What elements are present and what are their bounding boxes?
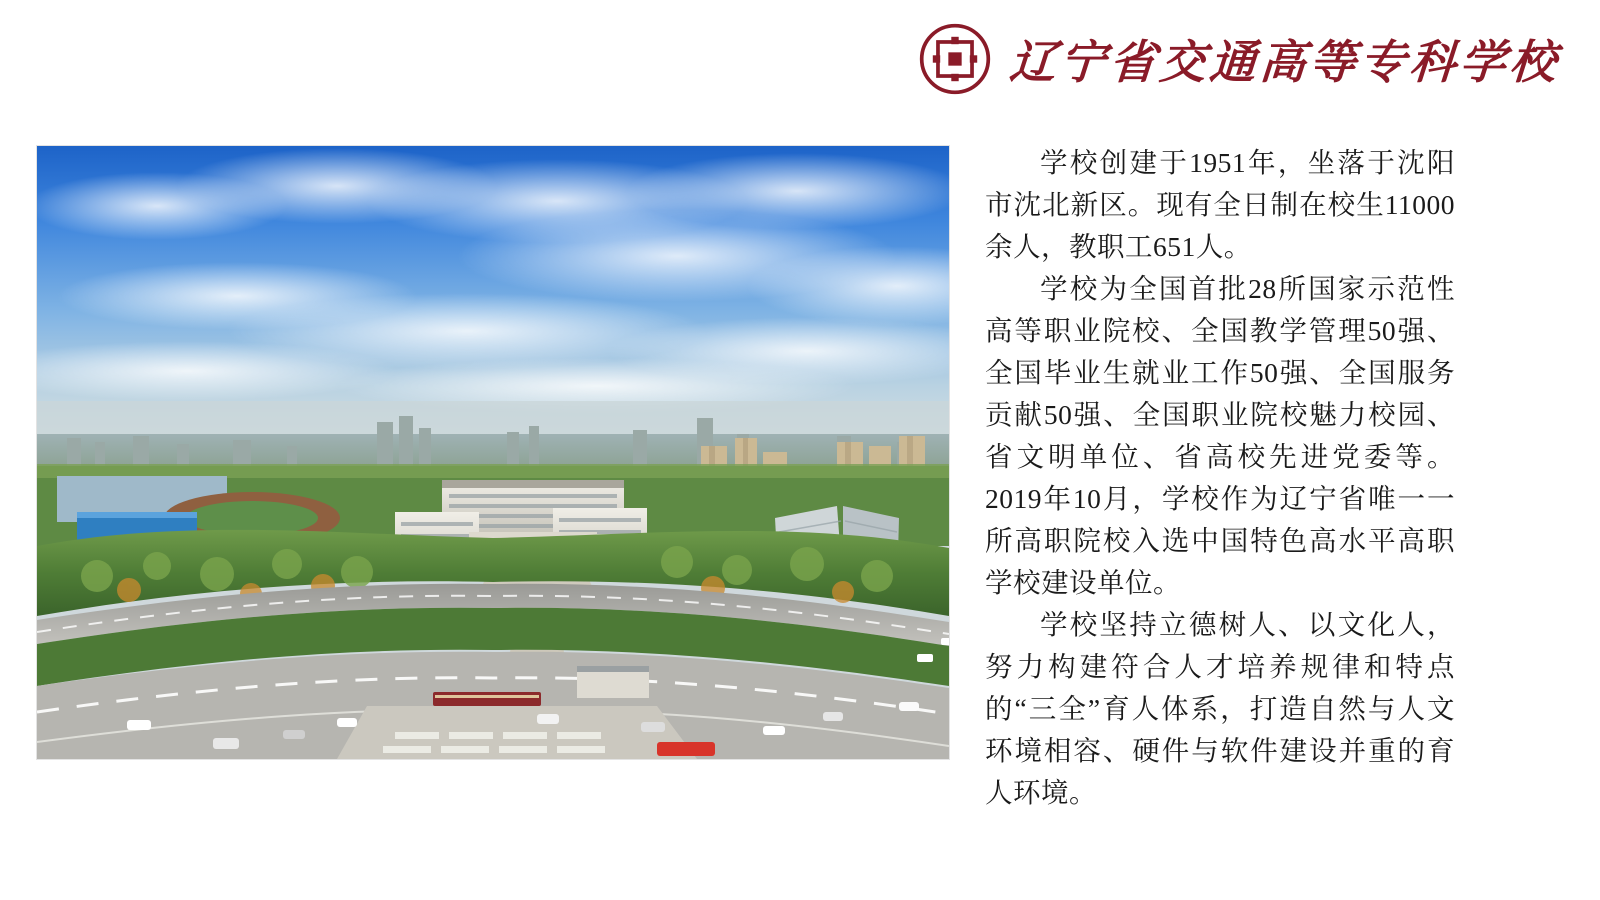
campus-aerial-photo <box>37 146 949 759</box>
paragraph-1: 学校创建于1951年，坐落于沈阳市沈北新区。现有全日制在校生11000余人，教职工651人。 <box>985 147 1455 262</box>
page-header <box>918 22 1560 96</box>
school-name-title: 辽宁省交通高等专科学校 <box>1007 37 1562 88</box>
paragraph-3: 学校坚持立德树人、以文化人，努力构建符合人才培养规律和特点的“三全”育人体系，打造自然与人文环境相容、硬件与软件建设并重的育人环境。 <box>985 609 1455 808</box>
school-description <box>985 142 1455 814</box>
seal-emblem-icon <box>918 22 992 96</box>
paragraph-2: 学校为全国首批28所国家示范性高等职业院校、全国教学管理50强、全国毕业生就业工作50强、全国服务贡献50强、全国职业院校魅力校园、省文明单位、省高校先进党委等。2019年10月，学校作为辽宁省唯一一所高职院校入选中国特色高水平高职学校建设单位。 <box>985 273 1455 598</box>
